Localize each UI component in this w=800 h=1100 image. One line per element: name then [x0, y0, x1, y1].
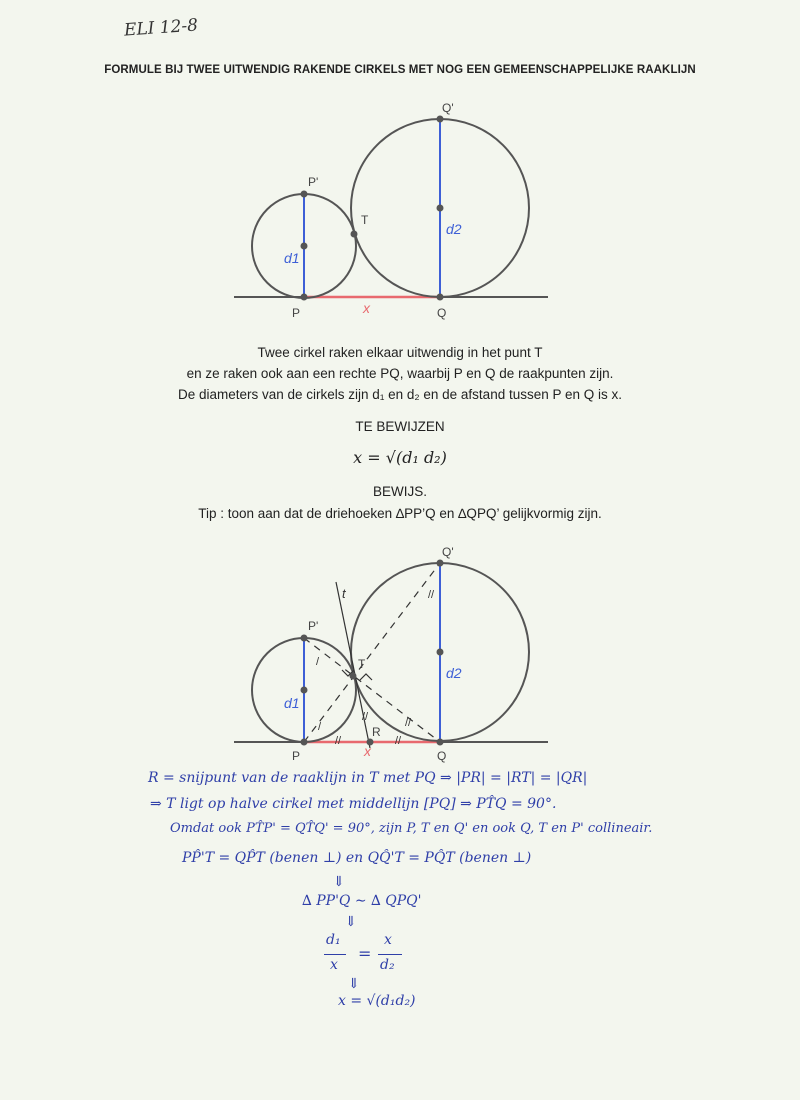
tick-mark-1: //: [335, 735, 342, 747]
proof-line-5: ∆ PP'Q ∼ ∆ QPQ': [302, 893, 422, 909]
point-q-prime: [437, 116, 444, 123]
label-p-prime: P': [308, 175, 319, 189]
tick-mark-2: //: [395, 735, 402, 747]
figure-2: [0, 530, 800, 770]
statement-line-3: De diameters van de cirkels zijn d₁ en d₂ en de afstand tussen P en Q is x.: [177, 387, 623, 402]
fraction-equals: =: [358, 944, 372, 963]
document-code: ELI 12-8: [123, 15, 199, 41]
label-d1: d1: [284, 250, 300, 266]
label-q-prime: Q': [442, 101, 454, 115]
label-x: x: [363, 300, 370, 316]
statement-line-2: en ze raken ook aan een rechte PQ, waarbij P en Q de raakpunten zijn.: [186, 366, 614, 381]
fraction-left-denominator: x: [330, 957, 338, 973]
label-p: P: [292, 306, 301, 320]
proof-arrow-2: ⇓: [345, 914, 357, 930]
label-d2: d2: [446, 221, 462, 237]
proof-line-6: x = √(d₁d₂): [338, 993, 416, 1009]
proof-fraction-equation: [322, 932, 412, 978]
point-p: [301, 739, 308, 746]
page-title: FORMULE BIJ TWEE UITWENDIG RAKENDE CIRKELS MET NOG EEN GEMEENSCHAPPELIJKE RAAKLIJN: [104, 64, 696, 76]
center-2: [437, 649, 444, 656]
proof-arrow-1: ⇓: [333, 874, 345, 890]
proof-line-4: PP̂'T = QP̂T (benen ⊥) en QQ̂'T = PQ̂T (benen ⊥): [182, 850, 532, 866]
point-t: [351, 231, 358, 238]
tick-mark-4: //: [428, 589, 435, 601]
point-p-prime: [301, 191, 308, 198]
point-q: [437, 294, 444, 301]
label-t-line: t: [342, 586, 346, 601]
label-q: Q: [437, 749, 447, 763]
label-q: Q: [437, 306, 447, 320]
fraction-right-numerator: x: [384, 932, 392, 948]
statement-line-1: Twee cirkel raken elkaar uitwendig in het punt T: [257, 345, 543, 360]
proof-arrow-3: ⇓: [348, 976, 360, 992]
center-2: [437, 205, 444, 212]
label-t: T: [361, 213, 369, 227]
fraction-right-bar: [378, 954, 402, 955]
point-q-prime: [437, 560, 444, 567]
tick-mark-5: /: [316, 656, 320, 668]
point-p-prime: [301, 635, 308, 642]
figure-1: [0, 90, 800, 320]
label-t: T: [358, 657, 366, 671]
point-t: [350, 673, 357, 680]
fraction-left-bar: [324, 954, 346, 955]
to-prove-heading: TE BEWIJZEN: [355, 419, 445, 434]
dashed-p-qprime: [304, 563, 440, 742]
label-r: R: [372, 725, 381, 739]
right-angle-mark-2: [360, 674, 372, 680]
point-p: [301, 294, 308, 301]
label-d1: d1: [284, 695, 300, 711]
point-q: [437, 739, 444, 746]
label-x: x: [364, 743, 371, 759]
label-p-prime: P': [308, 619, 319, 633]
tip-text: Tip : toon aan dat de driehoeken ∆PP’Q en ∆QPQ’ gelijkvormig zijn.: [198, 506, 602, 521]
label-p: P: [292, 749, 301, 763]
tick-mark-6: /: [318, 721, 322, 733]
fraction-left-numerator: d₁: [326, 932, 341, 948]
formula: x = √(d₁ d₂): [353, 448, 447, 467]
proof-line-1: R = snijpunt van de raaklijn in T met PQ ⇒ |PR| = |RT| = |QR|: [148, 770, 588, 786]
fraction-right-denominator: d₂: [380, 957, 395, 973]
center-1: [301, 687, 308, 694]
proof-heading: BEWIJS.: [372, 484, 427, 499]
label-q-prime: Q': [442, 545, 454, 559]
center-1: [301, 243, 308, 250]
proof-line-3: Omdat ook PT̂P' = QT̂Q' = 90°, zijn P, T en Q' en ook Q, T en P' collineair.: [170, 821, 653, 836]
tick-mark-3: //: [362, 711, 369, 723]
proof-line-2: ⇒ T ligt op halve cirkel met middellijn [PQ] ⇒ PT̂Q = 90°.: [150, 796, 557, 812]
label-d2: d2: [446, 665, 462, 681]
tick-mark-7: //: [405, 717, 412, 729]
